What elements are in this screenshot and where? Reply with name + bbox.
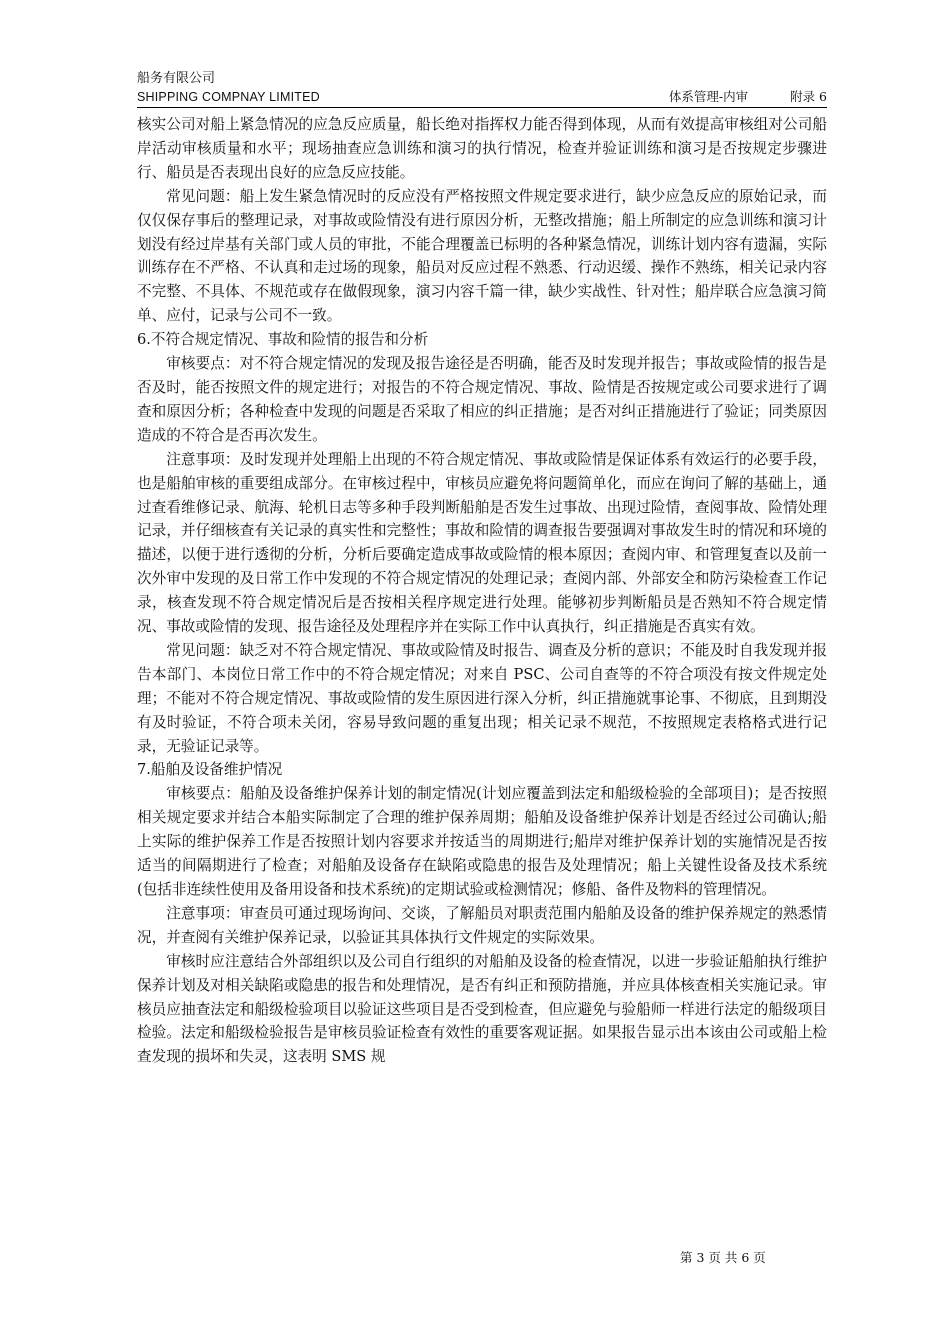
section-heading-6: 6.不符合规定情况、事故和险情的报告和分析	[137, 331, 429, 349]
paragraph-continuation: 核实公司对船上紧急情况的应急反应质量，船长绝对指挥权力能否得到体现，从而有效提高审核组对公司船岸活动审核质量和水平；现场抽查应急训练和演习的执行情况，检查并验证训练和演习是否按规定步骤进行、船员是否表现出良好的应急反应技能。	[137, 116, 827, 181]
document-body	[137, 113, 827, 1069]
section-heading-7: 7.船舶及设备维护情况	[137, 761, 283, 779]
paragraph-notes-6: 注意事项：及时发现并处理船上出现的不符合规定情况、事故或险情是保证体系有效运行的必要手段，也是船舶审核的重要组成部分。在审核过程中，审核员应避免将问题简单化，而应在询问了解的基础上，通过查看维修记录、航海、轮机日志等多种手段判断船舶是否发生过事故、出现过险情，查阅事故、险情处理记录，并仔细核查有关记录的真实性和完整性；事故和险情的调查报告要强调对事故发生时的情况和环境的描述，以便于进行透彻的分析，分析后要确定造成事故或险情的根本原因；查阅内审、和管理复查以及前一次外审中发现的及日常工作中发现的不符合规定情况的处理记录；查阅内部、外部安全和防污染检查工作记录，核查发现不符合规定情况后是否按相关程序规定进行处理。能够初步判断船员是否熟知不符合规定情况、事故或险情的发现、报告途径及处理程序并在实际工作中认真执行，纠正措施是否真实有效。	[137, 450, 827, 636]
paragraph-common-problems-emergency: 常见问题：船上发生紧急情况时的反应没有严格按照文件规定要求进行，缺少应急反应的原始记录，而仅仅保存事后的整理记录，对事故或险情没有进行原因分析，无整改措施；船上所制定的应急训练和演习计划没有经过岸基有关部门或人员的审批，不能合理覆盖已标明的各种紧急情况，训练计划内容有遗漏，实际训练存在不严格、不认真和走过场的现象，船员对反应过程不熟悉、行动迟缓、操作不熟练，相关记录内容不完整、不具体、不规范或存在做假现象，演习内容千篇一律，缺少实战性、针对性；船岸联合应急演习简单、应付，记录与公司不一致。	[137, 187, 827, 325]
paragraph-notes-7: 注意事项：审查员可通过现场询问、交谈，了解船员对职责范围内船舶及设备的维护保养规定的熟悉情况，并查阅有关维护保养记录，以验证其具体执行文件规定的实际效果。	[137, 904, 827, 946]
page-footer: 第 3 页 共 6 页	[680, 1250, 766, 1265]
document-type: 体系管理-内审	[668, 89, 749, 104]
company-name-cn: 船务有限公司	[137, 71, 216, 86]
paragraph-audit-points-7: 审核要点：船舶及设备维护保养计划的制定情况(计划应覆盖到法定和船级检验的全部项目)；是否按照相关规定要求并结合本船实际制定了合理的维护保养周期；船舶及设备维护保养计划是否经过公司确认;船上实际的维护保养工作是否按照计划内容要求并按适当的周期进行;船岸对维护保养计划的实施情况是否按适当的间隔期进行了检查；对船舶及设备存在缺陷或隐患的报告及处理情况；船上关键性设备及技术系统(包括非连续性使用及备用设备和技术系统)的定期试验或检测情况；修船、备件及物料的管理情况。	[137, 785, 827, 898]
header-right	[631, 88, 827, 106]
paragraph-audit-guidance-7: 审核时应注意结合外部组织以及公司自行组织的对船舶及设备的检查情况，以进一步验证船舶执行维护保养计划及对相关缺陷或隐患的报告和处理情况，是否有纠正和预防措施，并应具体核查相关实施记录。审核员应抽查法定和船级检验项目以验证这些项目是否受到检查，但应避免与验船师一样进行法定的船级项目检验。法定和船级检验报告是审核员验证检查有效性的重要客观证据。如果报告显示出本该由公司或船上检查发现的损坏和失灵，这表明 SMS 规	[137, 952, 827, 1066]
company-name-en: SHIPPING COMPNAY LIMITED	[137, 90, 320, 104]
header-row	[137, 88, 827, 108]
paragraph-audit-points-6: 审核要点：对不符合规定情况的发现及报告途径是否明确，能否及时发现并报告；事故或险情的报告是否及时，能否按照文件的规定进行；对报告的不符合规定情况、事故、险情是否按规定或公司要求进行了调查和原因分析；各种检查中发现的问题是否采取了相应的纠正措施；是否对纠正措施进行了验证；同类原因造成的不符合是否再次发生。	[137, 355, 827, 444]
paragraph-common-problems-6: 常见问题：缺乏对不符合规定情况、事故或险情及时报告、调查及分析的意识；不能及时自我发现并报告本部门、本岗位日常工作中的不符合规定情况；对来自 PSC、公司自查等的不符合项没有按文件规定处理；不能对不符合规定情况、事故或险情的发生原因进行深入分析，纠正措施就事论事、不彻底，且到期没有及时验证，不符合项未关闭，容易导致问题的重复出现；相关记录不规范，不按照规定表格格式进行记录，无验证记录等。	[137, 641, 827, 755]
appendix-label: 附录 6	[790, 89, 827, 104]
page-header	[137, 70, 827, 108]
